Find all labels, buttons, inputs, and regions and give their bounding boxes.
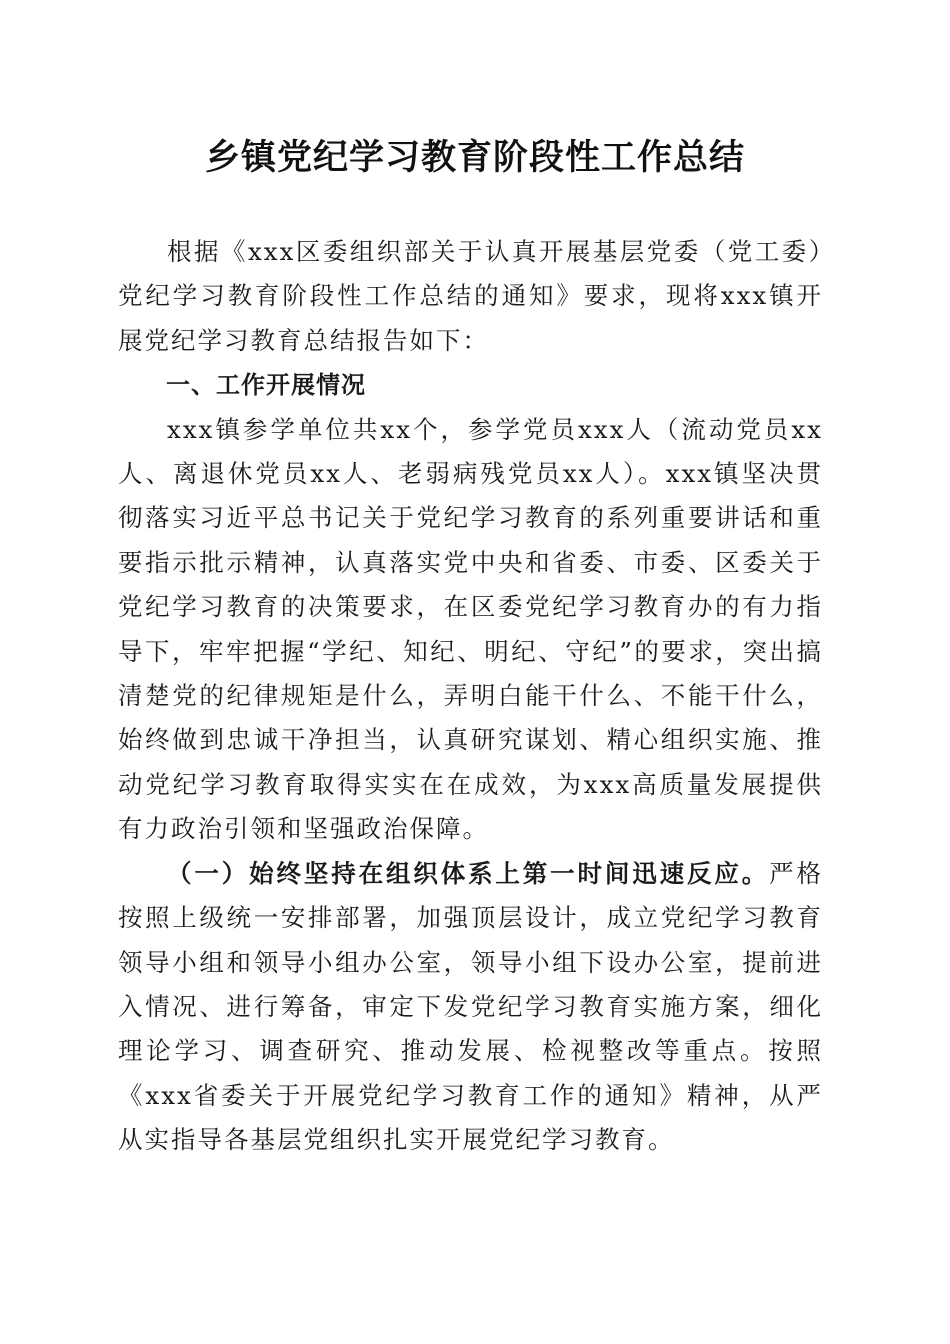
subsection-heading: （一）始终坚持在组织体系上第一时间迅速反应。 [167, 858, 770, 888]
document-body [118, 230, 823, 1163]
subsection-paragraph [118, 852, 823, 1163]
subsection-text: 严格按照上级统一安排部署，加强顶层设计，成立党纪学习教育领导小组和领导小组办公室，领导小组下设办公室，提前进入情况、进行筹备，审定下发党纪学习教育实施方案，细化理论学习、调查研究、推动发展、检视整改等重点。按照《xxx省委关于开展党纪学习教育工作的通知》精神，从严从实指导各基层党组织扎实开展党纪学习教育。 [118, 858, 824, 1155]
document-title: 乡镇党纪学习教育阶段性工作总结 [204, 137, 745, 178]
intro-paragraph: 根据《xxx区委组织部关于认真开展基层党委（党工委）党纪学习教育阶段性工作总结的通知》要求，现将xxx镇开展党纪学习教育总结报告如下： [118, 237, 823, 355]
section-heading: 一、工作开展情况 [166, 371, 366, 400]
section-paragraph: xxx镇参学单位共xx个，参学党员xxx人（流动党员xx人、离退休党员xx人、老弱病残党员xx人）。xxx镇坚决贯彻落实习近平总书记关于党纪学习教育的系列重要讲话和重要指示批示精神，认真落实党中央和省委、市委、区委关于党纪学习教育的决策要求，在区委党纪学习教育办的有力指导下，牢牢把握“学纪、知纪、明纪、守纪”的要求，突出搞清楚党的纪律规矩是什么，弄明白能干什么、不能干什么，始终做到忠诚干净担当，认真研究谋划、精心组织实施、推动党纪学习教育取得实实在在成效，为xxx高质量发展提供有力政治引领和坚强政治保障。 [118, 414, 823, 844]
